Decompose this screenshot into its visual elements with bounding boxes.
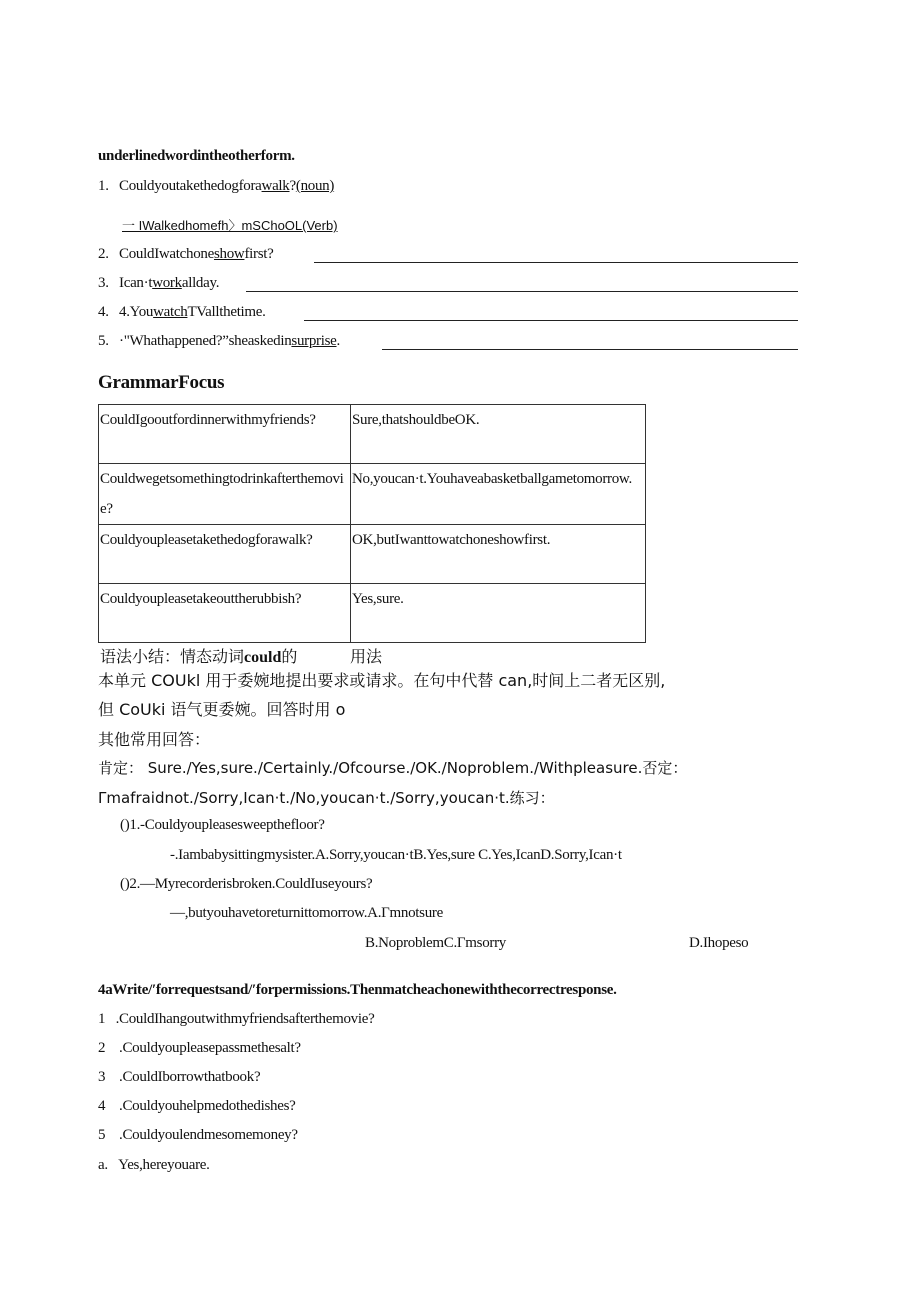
list-item (98, 1011, 374, 1028)
answer-cell: Sure,thatshouldbeOK. (351, 405, 646, 464)
item-number: 5. (98, 333, 109, 349)
exercise-q1-options: -.Iambabysittingmysister.A.Sorry,youcan·tB.Yes,sure C.Yes,IcanD.Sorry,Ican·t (170, 847, 622, 863)
summary-line-1: 本单元 COUkl 用于委婉地提出要求或请求。在句中代替 can,时间上二者无区别, (98, 671, 666, 690)
item-suffix: first? (244, 246, 274, 262)
exercise-q2-line: —,butyouhavetoreturnittomorrow.A.Γmnotsure (170, 905, 443, 921)
answer-cell: OK,butIwanttowatchoneshowfirst. (351, 525, 646, 584)
summary-title-word: could (244, 649, 282, 666)
summary-title-b: 的 (281, 647, 298, 666)
item-suffix: . (336, 333, 340, 349)
response-a (98, 1157, 210, 1174)
item-prefix: CouldIwatchone (119, 246, 214, 262)
response-label: a. (98, 1157, 108, 1173)
vocab-item-3 (98, 275, 219, 292)
item-suffix: TVallthetime. (187, 304, 266, 320)
item-number: 1. (98, 178, 109, 194)
item-suffix: ? (289, 178, 296, 194)
answer-cell: No,youcan·t.Youhaveabasketballgametomorrow. (351, 464, 646, 525)
item-number: 4 (98, 1098, 106, 1114)
item-prefix: 4.You (119, 304, 154, 320)
example-answer: 一 IWalkedhomefh〉mSChoOL(Verb) (122, 218, 338, 233)
vocab-item-1 (98, 178, 334, 195)
summary-line-2: 但 CoUki 语气更委婉。回答时用 o (98, 700, 346, 719)
vocab-instruction: underlinedwordintheotherform. (98, 148, 295, 164)
list-item (98, 1127, 298, 1144)
vocab-item-2 (98, 246, 273, 263)
item-prefix: Couldyoutakethedogfora (119, 178, 262, 194)
exercise-q2-options-bc: B.NoproblemC.Γmsorry (365, 935, 506, 951)
item-number: 4. (98, 304, 109, 320)
section-4a-instruction: 4aWrite/′forrequestsand/′forpermissions.Thenmatcheachonewiththecorrectresponse. (98, 982, 617, 998)
answer-blank-2[interactable] (314, 262, 798, 263)
item-number: 2 (98, 1040, 106, 1056)
question-cell: Couldyoupleasetakeouttherubbish? (99, 584, 351, 643)
item-number: 3 (98, 1069, 106, 1085)
underlined-word: watch (153, 304, 188, 320)
item-prefix: Ican·t (119, 275, 153, 291)
underlined-word: surprise (291, 333, 337, 349)
answer-blank-3[interactable] (246, 291, 798, 292)
exercise-q1: ()1.-Couldyoupleasesweepthefloor? (120, 817, 325, 833)
answer-blank-5[interactable] (382, 349, 798, 350)
answer-blank-4[interactable] (304, 320, 798, 321)
item-suffix: allday. (181, 275, 220, 291)
underlined-word: walk (261, 178, 290, 194)
question-cell: Couldyoupleasetakethedogforawalk? (99, 525, 351, 584)
question-cell: CouldIgooutfordinnerwithmyfriends? (99, 405, 351, 464)
underlined-word: work (152, 275, 182, 291)
response-text: Yes,hereyouare. (118, 1157, 210, 1173)
table-row (99, 405, 646, 464)
word-form-note: (noun) (295, 178, 335, 194)
item-text: .CouldIhangoutwithmyfriendsafterthemovie? (115, 1011, 375, 1027)
summary-title-c: 用法 (350, 647, 383, 666)
grammar-heading: GrammarFocus (98, 372, 225, 393)
answer-cell: Yes,sure. (351, 584, 646, 643)
list-item (98, 1040, 301, 1057)
summary-title-a: 语法小结：情态动词 (100, 647, 245, 666)
item-number: 5 (98, 1127, 106, 1143)
item-number: 2. (98, 246, 109, 262)
table-row (99, 584, 646, 643)
item-text: .Couldyoupleasepassmethesalt? (119, 1040, 301, 1056)
grammar-table (98, 404, 646, 643)
underlined-word: show (213, 246, 245, 262)
item-number: 3. (98, 275, 109, 291)
list-item (98, 1098, 295, 1115)
vocab-item-4 (98, 304, 266, 321)
exercise-q2: ()2.—Myrecorderisbroken.CouldIuseyours? (120, 876, 373, 892)
list-item (98, 1069, 260, 1086)
question-cell: Couldwegetsomethingtodrinkafterthemovie? (99, 464, 351, 525)
summary-title (100, 644, 297, 667)
item-text: .CouldIborrowthatbook? (119, 1069, 261, 1085)
table-row (99, 525, 646, 584)
exercise-q2-option-d: D.Ihopeso (689, 935, 749, 951)
item-text: .Couldyoulendmesomemoney? (119, 1127, 298, 1143)
item-number: 1 (98, 1011, 106, 1027)
table-row (99, 464, 646, 525)
summary-line-3: 其他常用回答： (98, 730, 211, 749)
summary-line-5: Γmafraidnot./Sorry,Ican·t./No,youcan·t./Sorry,youcan·t.练习： (98, 789, 555, 807)
summary-line-4: 肯定： Sure./Yes,sure./Certainly./Ofcourse./OK./Noproblem./Withpleasure.否定： (98, 759, 688, 777)
vocab-item-5 (98, 333, 340, 350)
item-text: .Couldyouhelpmedothedishes? (119, 1098, 296, 1114)
item-prefix: ·"Whathappened?”sheaskedin (119, 333, 292, 349)
